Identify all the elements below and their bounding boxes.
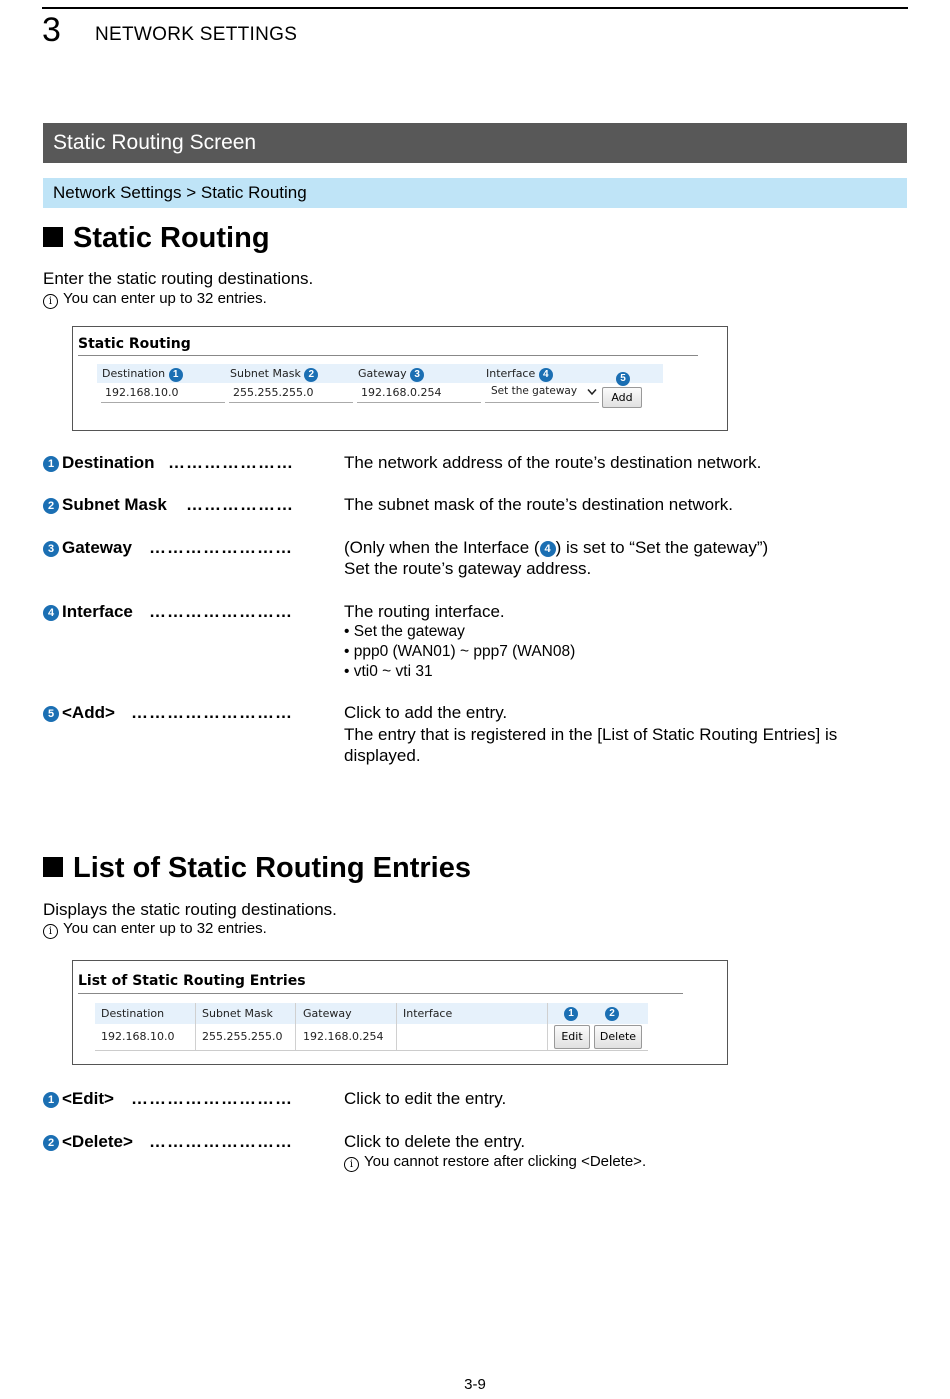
callout-badge-4: 4 [43,605,59,621]
description-text: The routing interface. [344,602,505,621]
cell-subnet-mask: 255.255.255.0 [202,1030,283,1043]
section-note [43,289,267,309]
note-text: You can enter up to 32 entries. [63,290,267,307]
callout-badge-2: 2 [605,1007,619,1021]
leader-dots: ………………… [168,453,294,472]
chapter-number: 3 [42,11,61,49]
callout-badge-2: 2 [304,368,318,382]
interface-select-value: Set the gateway [491,385,578,397]
info-icon: i [344,1157,359,1172]
leader-dots: ……………………… [131,1089,293,1108]
description-destination: The network address of the route’s destination network. [344,453,762,472]
callout-badge-1: 1 [43,1092,59,1108]
section-intro: Displays the static routing destinations. [43,900,337,919]
square-bullet-icon [43,857,63,877]
interface-select[interactable] [485,385,599,403]
routing-entries-list-screenshot [72,960,728,1065]
destination-header: Destination [101,1007,165,1020]
breadcrumb: Network Settings > Static Routing [43,178,907,208]
section-heading-static-routing [43,221,270,255]
subnet-mask-header: Subnet Mask 2 [230,367,318,382]
gateway-input[interactable]: 192.168.0.254 [357,386,481,403]
screen-title-bar: Static Routing Screen [43,123,907,163]
column-divider [295,1003,296,1050]
add-button[interactable]: Add [602,387,642,408]
term-edit: 1 <Edit> [43,1088,114,1110]
chevron-down-icon [587,388,597,396]
term-subnet-mask: 2 Subnet Mask [43,494,167,516]
list-item: • ppp0 (WAN01) ~ ppp7 (WAN08) [344,643,576,660]
destination-input[interactable]: 192.168.10.0 [101,386,225,403]
description-gateway: (Only when the Interface ( 4 ) is set to “Set the gateway”) Set the route’s gateway address. [344,538,769,578]
column-divider [396,1003,397,1050]
delete-button[interactable]: Delete [594,1025,642,1049]
section-heading-list [43,851,471,885]
callout-badge-3: 3 [43,541,59,557]
description-subnet-mask: The subnet mask of the route’s destination network. [344,495,734,514]
list-item: • Set the gateway [344,623,465,640]
column-divider [195,1003,196,1050]
static-routing-form-screenshot [72,326,728,431]
note-text: You can enter up to 32 entries. [63,920,267,937]
chapter-title: NETWORK SETTINGS [95,24,298,45]
callout-badge-2: 2 [43,1135,59,1151]
leader-dots: …………………… [149,1132,293,1151]
top-rule [42,7,908,9]
callout-badge-5: 5 [43,706,59,722]
delete-note: i You cannot restore after clicking <Delete>. [344,1152,646,1172]
column-divider [547,1003,548,1050]
term-delete: 2 <Delete> [43,1131,133,1153]
section-intro: Enter the static routing destinations. [43,269,314,288]
term-add: 5 <Add> [43,702,115,724]
list-item: • vti0 ~ vti 31 [344,663,433,680]
info-icon: i [43,924,58,939]
description-delete [344,1131,646,1172]
section-title: List of Static Routing Entries [73,852,471,884]
square-bullet-icon [43,227,63,247]
callout-badge-3: 3 [410,368,424,382]
cell-destination: 192.168.10.0 [101,1030,175,1043]
info-icon: i [43,294,58,309]
section-title: Static Routing [73,222,270,254]
panel-divider [78,993,683,994]
leader-dots: ……………… [186,495,294,514]
callout-badge-1: 1 [43,456,59,472]
subnet-mask-input[interactable]: 255.255.255.0 [229,386,353,403]
term-gateway: 3 Gateway [43,537,132,559]
callout-badge-5: 5 [616,372,630,386]
term-destination: 1 Destination [43,452,155,474]
leader-dots: …………………… [149,602,293,621]
callout-badge-1: 1 [564,1007,578,1021]
panel-title: Static Routing [78,336,191,352]
leader-dots: ……………………… [131,703,293,722]
callout-badge-2: 2 [43,498,59,514]
gateway-header: Gateway 3 [358,367,424,382]
panel-divider [78,355,698,356]
description-text: Click to delete the entry. [344,1132,526,1151]
description-edit: Click to edit the entry. [344,1089,507,1108]
leader-dots: …………………… [149,538,293,557]
description-interface [344,601,575,682]
interface-header: Interface 4 [486,367,553,382]
page-number: 3-9 [464,1376,486,1393]
subnet-mask-header: Subnet Mask [202,1007,273,1020]
panel-title: List of Static Routing Entries [78,973,306,989]
term-interface: 4 Interface [43,601,133,623]
interface-header: Interface [403,1007,453,1020]
callout-badge-4: 4 [540,541,556,557]
destination-header: Destination 1 [102,367,183,382]
cell-gateway: 192.168.0.254 [303,1030,384,1043]
description-add: Click to add the entry. The entry that is registered in the [List of Static Routing Entries] is displayed. [344,703,838,765]
callout-badge-1: 1 [169,368,183,382]
gateway-header: Gateway [303,1007,352,1020]
section-note [43,919,267,939]
callout-badge-4: 4 [539,368,553,382]
edit-button[interactable]: Edit [554,1025,590,1049]
